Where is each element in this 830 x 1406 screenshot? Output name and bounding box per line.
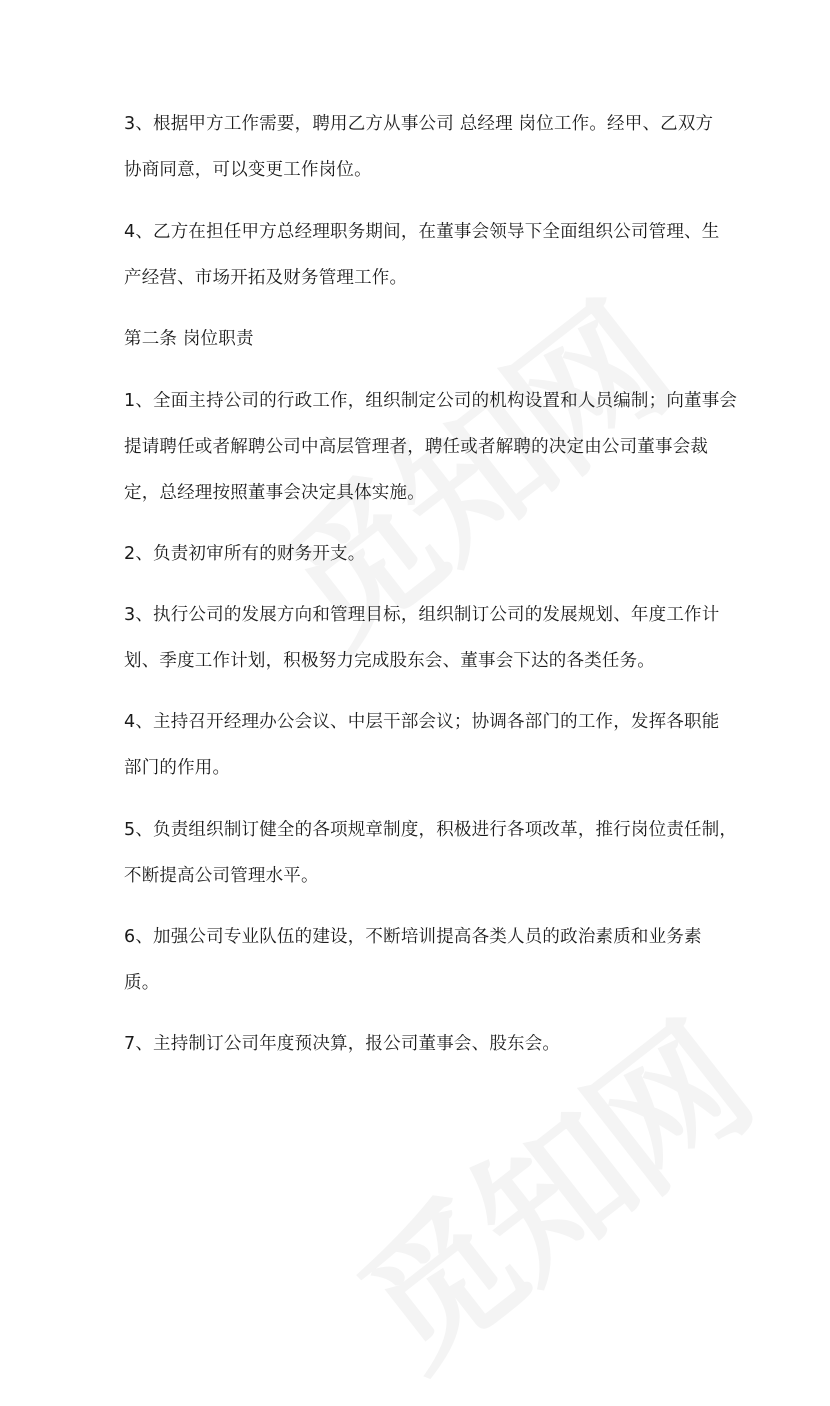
section-heading: 第二条 岗位职责 xyxy=(124,329,254,349)
paragraph-4-line-1: 4、乙方在担任甲方总经理职务期间，在董事会领导下全面组织公司管理、生 xyxy=(124,222,720,242)
paragraph-4-line-2: 产经营、市场开拓及财务管理工作。 xyxy=(124,268,408,288)
duty-1-line-3: 定，总经理按照董事会决定具体实施。 xyxy=(124,483,425,503)
duty-4-line-2: 部门的作用。 xyxy=(124,758,231,778)
duty-5-line-1: 5、负责组织制订健全的各项规章制度，积极进行各项改革，推行岗位责任制， xyxy=(124,820,738,840)
duty-5-line-2: 不断提高公司管理水平。 xyxy=(124,866,319,886)
duty-1-line-2: 提请聘任或者解聘公司中高层管理者，聘任或者解聘的决定由公司董事会裁 xyxy=(124,437,709,457)
duty-4-line-1: 4、主持召开经理办公会议、中层干部会议；协调各部门的工作，发挥各职能 xyxy=(124,712,720,732)
duty-6-line-1: 6、加强公司专业队伍的建设，不断培训提高各类人员的政治素质和业务素 xyxy=(124,927,702,947)
duty-1-line-1: 1、全面主持公司的行政工作，组织制定公司的机构设置和人员编制；向董事会 xyxy=(124,391,738,411)
paragraph-3-line-1: 3、根据甲方工作需要，聘用乙方从事公司 总经理 岗位工作。经甲、乙双方 xyxy=(124,114,714,134)
duty-2: 2、负责初审所有的财务开支。 xyxy=(124,544,366,564)
duty-3-line-2: 划、季度工作计划，积极努力完成股东会、董事会下达的各类任务。 xyxy=(124,651,655,671)
duty-7: 7、主持制订公司年度预决算，报公司董事会、股东会。 xyxy=(124,1034,561,1054)
paragraph-3-line-2: 协商同意，可以变更工作岗位。 xyxy=(124,160,372,180)
duty-6-line-2: 质。 xyxy=(124,973,160,993)
duty-3-line-1: 3、执行公司的发展方向和管理目标，组织制订公司的发展规划、年度工作计 xyxy=(124,605,720,625)
